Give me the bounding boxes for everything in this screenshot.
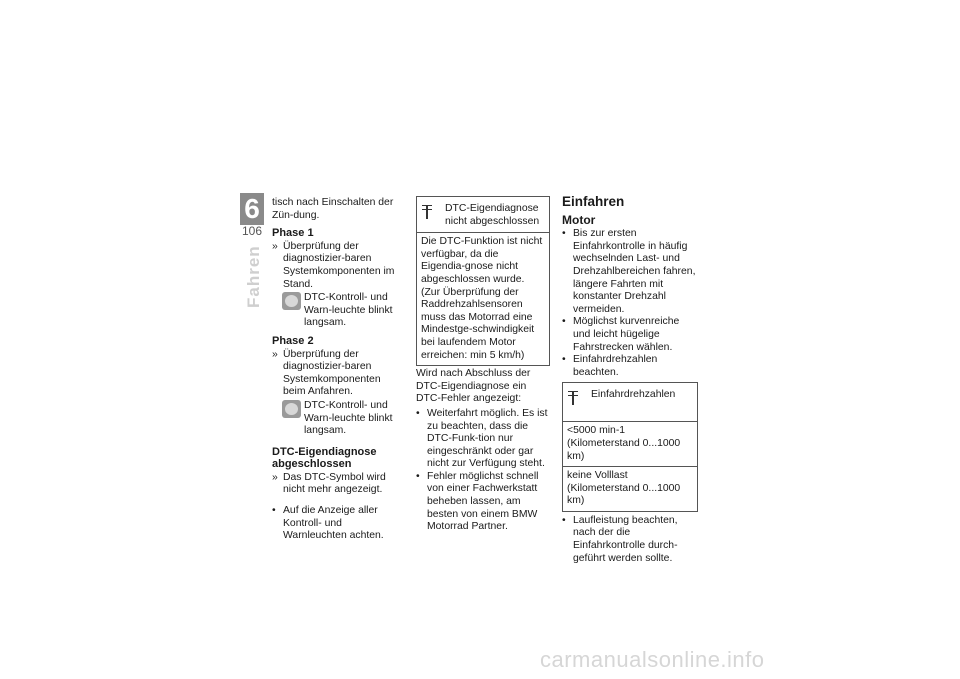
phase2-step — [272, 349, 404, 399]
list-item-text: Möglichst kurvenreiche und leicht hügelige Fahrstrecken wählen. — [573, 316, 680, 353]
bullet-marker: • — [416, 407, 420, 419]
step-marker: » — [272, 348, 278, 360]
box-title: Einfahrdrehzahlen — [591, 389, 676, 401]
dtc-info-box — [416, 196, 550, 366]
list-item — [562, 316, 698, 354]
box-text: Die DTC-Funktion ist nicht verfügbar, da die Eigendia-gnose nicht abgeschlossen wurde. (Zur Überprüfung der Raddrehzahlsensoren muss das Motorrad eine Mindestge-schwindigkeit bei laufendem Motor erreichen: min 5 km/h) — [421, 236, 543, 361]
done-step — [272, 472, 404, 497]
list-item — [562, 354, 698, 379]
box-header — [417, 197, 549, 233]
list-item-text: Bis zur ersten Einfahrkontrolle in häufig wechselnden Last- und Drehzahlbereichen fahren, längere Fahrten mit konstanter Drehzahl vermeiden. — [573, 228, 696, 315]
bullet-marker: • — [416, 470, 420, 482]
step-marker: » — [272, 240, 278, 252]
section-heading: Einfahren — [562, 194, 625, 209]
bullet-marker: • — [272, 505, 276, 517]
list-item — [562, 228, 698, 316]
intro-text: tisch nach Einschalten der Zün-dung. — [272, 197, 394, 221]
dtc-error-paragraph: Wird nach Abschluss der DTC-Eigendiagnose ein DTC-Fehler angezeigt: — [416, 368, 531, 405]
warning-light-icon — [282, 292, 301, 310]
chapter-tab: 6 — [240, 193, 264, 225]
column-3 — [562, 196, 698, 565]
phase2-note-text: DTC-Kontroll- und Warn-leuchte blinkt langsam. — [304, 399, 393, 437]
watermark: carmanualsonline.info — [540, 647, 765, 672]
side-label: Fahren — [244, 245, 263, 308]
bullet-marker: • — [562, 354, 566, 366]
list-item — [562, 515, 698, 565]
done-heading: DTC-Eigendiagnose abgeschlossen — [272, 445, 377, 471]
phase1-heading: Phase 1 — [272, 227, 314, 240]
list-item-text: Fehler möglichst schnell von einer Fachwerkstatt beheben lassen, am besten von einem BMW Motorrad Partner. — [427, 470, 539, 533]
info-icon — [421, 203, 435, 221]
phase1-note-text: DTC-Kontroll- und Warn-leuchte blinkt langsam. — [304, 292, 393, 329]
phase1-step — [272, 241, 404, 291]
done-step-text: Das DTC-Symbol wird nicht mehr angezeigt. — [283, 471, 386, 496]
list-item — [416, 471, 550, 534]
list-item-text: Einfahrdrehzahlen beachten. — [573, 354, 658, 378]
subsection-heading: Motor — [562, 212, 596, 227]
box-row: keine Volllast (Kilometerstand 0...1000 km) — [563, 466, 697, 511]
done-bullet — [272, 505, 404, 543]
phase2-note — [282, 400, 404, 438]
page-number: 106 — [241, 224, 263, 238]
bullet-marker: • — [562, 228, 566, 240]
step-marker: » — [272, 471, 278, 483]
phase1-note — [282, 292, 404, 330]
break-in-box — [562, 382, 698, 512]
box-row: <5000 min-1 (Kilometerstand 0...1000 km) — [567, 425, 681, 462]
phase2-step-text: Überprüfung der diagnostizier-baren Systemkomponenten beim Anfahren. — [283, 348, 381, 398]
list-item — [416, 408, 550, 471]
column-2 — [416, 196, 550, 534]
list-item-text: Laufleistung beachten, nach der die Einfahrkontrolle durch-geführt werden sollte. — [573, 514, 678, 564]
info-icon — [567, 389, 581, 407]
done-bullet-text: Auf die Anzeige aller Kontroll- und Warnleuchten achten. — [283, 505, 384, 542]
list-item-text: Weiterfahrt möglich. Es ist zu beachten, dass die DTC-Funk-tion nur eingeschränkt oder gar nicht zur Verfügung steht. — [427, 407, 548, 470]
bullet-marker: • — [562, 316, 566, 328]
warning-light-icon — [282, 400, 301, 418]
bullet-marker: • — [562, 514, 566, 526]
phase2-heading: Phase 2 — [272, 334, 314, 347]
box-title: DTC-Eigendiagnose nicht abgeschlossen — [445, 203, 540, 227]
box-header — [563, 383, 697, 422]
phase1-step-text: Überprüfung der diagnostizier-baren Systemkomponenten im Stand. — [283, 240, 395, 290]
column-1 — [272, 197, 404, 543]
